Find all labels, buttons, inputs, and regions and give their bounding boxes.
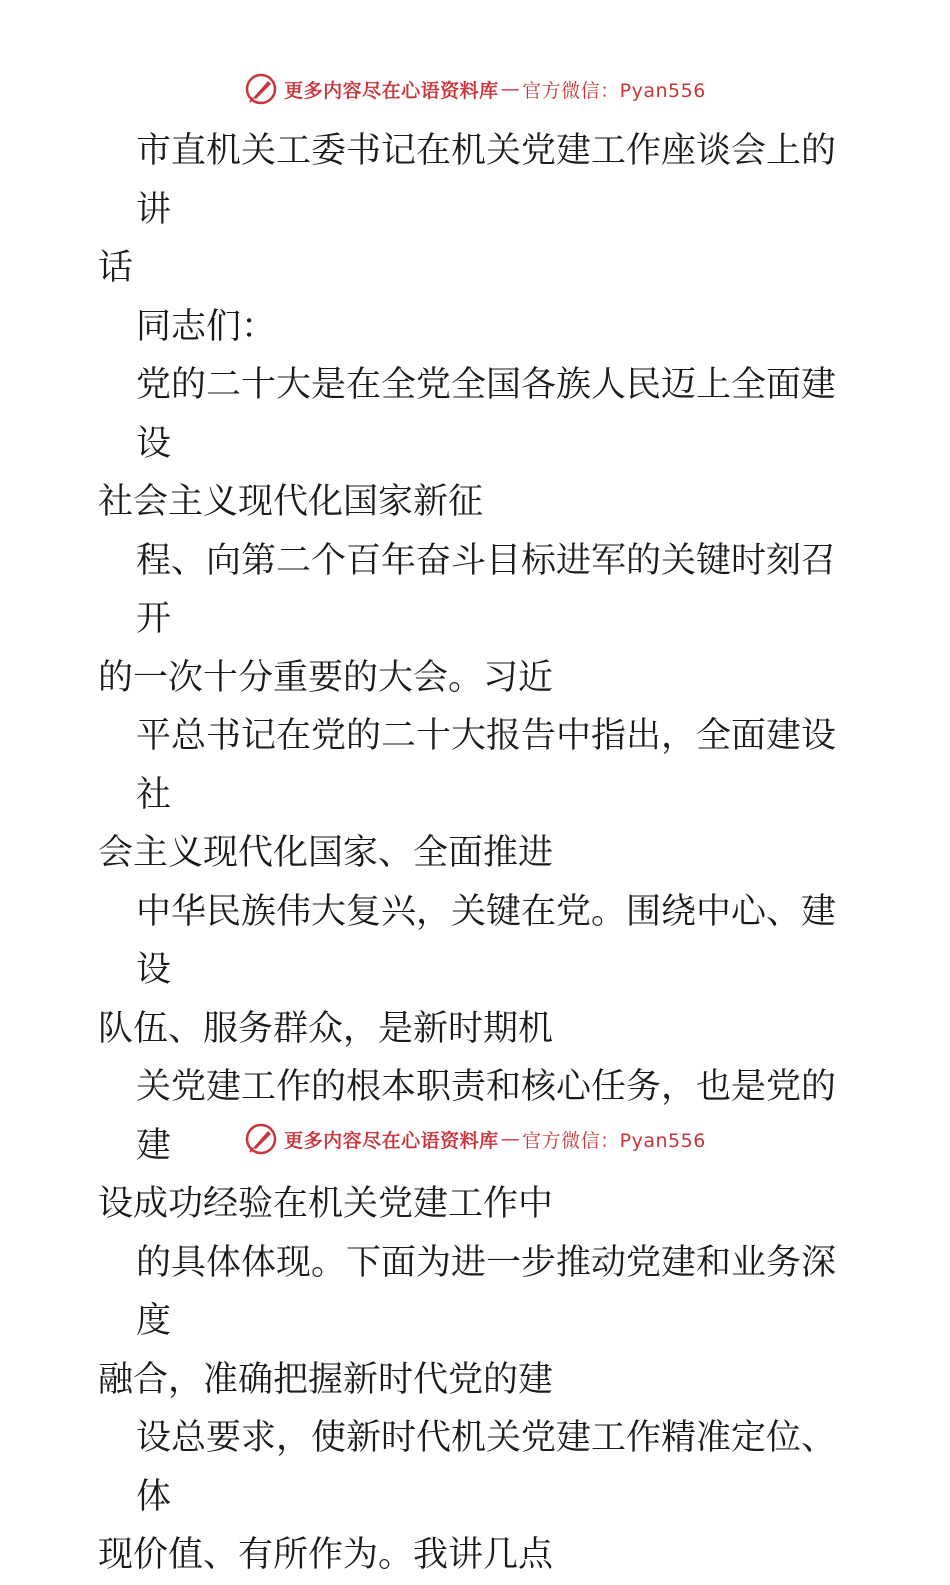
text-line: 的具体体现。下面为进一步推动党建和业务深度 bbox=[136, 1242, 837, 1341]
title-line: 话 bbox=[98, 248, 134, 288]
text-line: 队伍、服务群众，是新时期机 bbox=[98, 1008, 554, 1049]
title-line: 市直机关工委书记在机关党建工作座谈会上的讲 bbox=[136, 131, 837, 230]
text-line: 设总要求，使新时代机关党建工作精准定位、体 bbox=[136, 1418, 837, 1517]
watermark-site: 更多内容尽在心语资料库 bbox=[284, 79, 499, 102]
text-line: 党的二十大是在全党全国各族人民迈上全面建设 bbox=[136, 365, 837, 464]
text-line: 程、向第二个百年奋斗目标进军的关键时刻召开 bbox=[136, 540, 837, 639]
text-line: 平总书记在党的二十大报告中指出，全面建设社 bbox=[136, 716, 837, 815]
text-line: 设成功经验在机关党建工作中 bbox=[98, 1184, 554, 1224]
salutation: 同志们： bbox=[136, 306, 277, 347]
header-watermark bbox=[0, 72, 950, 106]
text-line: 现价值、有所作为。我讲几点 bbox=[98, 1535, 554, 1575]
document-body bbox=[98, 122, 858, 1585]
footer-watermark bbox=[0, 1122, 950, 1156]
quill-pen-circle-icon bbox=[244, 1122, 278, 1156]
watermark-dash: — bbox=[500, 1128, 521, 1150]
text-line: 关党建工作的根本职责和核心任务，也是党的建 bbox=[136, 1067, 837, 1166]
watermark-site: 更多内容尽在心语资料库 bbox=[284, 1129, 499, 1152]
text-line: 中华民族伟大复兴，关键在党。围绕中心、建设 bbox=[136, 891, 837, 990]
watermark-account: 官方微信：Pyan556 bbox=[522, 79, 706, 102]
text-line: 的一次十分重要的大会。习近 bbox=[98, 657, 554, 698]
text-line: 社会主义现代化国家新征 bbox=[98, 482, 484, 522]
text-line: 融合，准确把握新时代党的建 bbox=[98, 1359, 554, 1400]
watermark-account: 官方微信：Pyan556 bbox=[522, 1129, 706, 1152]
watermark-dash: — bbox=[500, 78, 521, 100]
text-line: 会主义现代化国家、全面推进 bbox=[98, 833, 554, 873]
quill-pen-circle-icon bbox=[244, 72, 278, 106]
